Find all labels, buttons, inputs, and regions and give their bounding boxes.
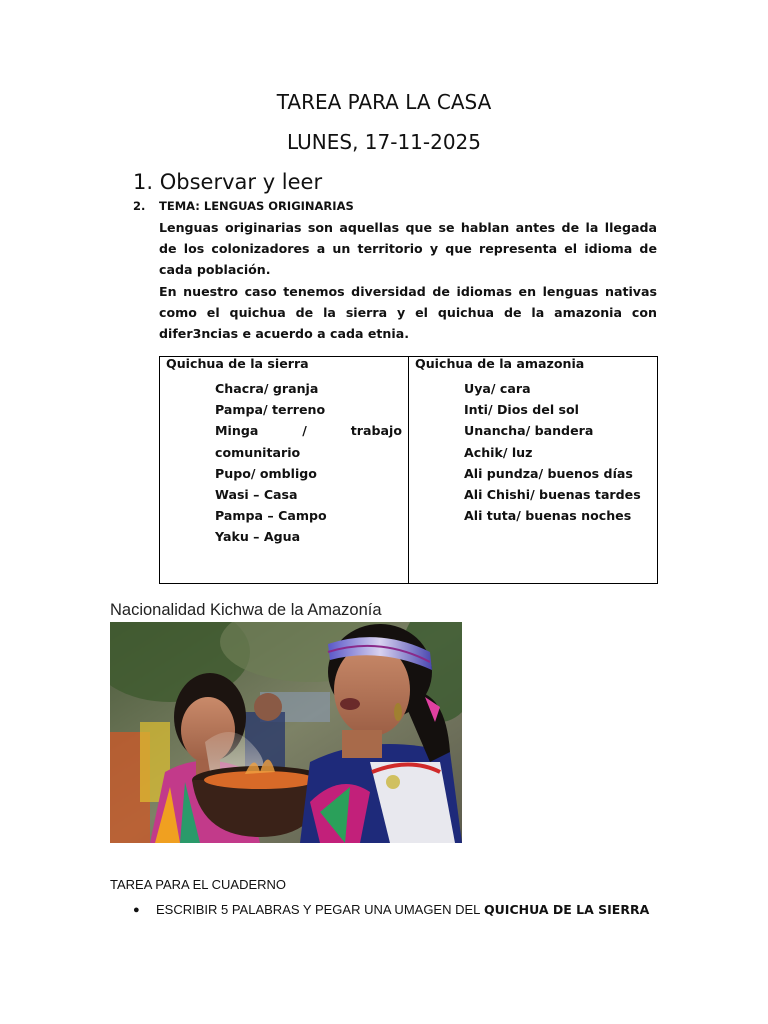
- list-item: Uya/ cara: [464, 381, 531, 396]
- list-item: Pampa – Campo: [215, 508, 327, 524]
- homework-instruction: ESCRIBIR 5 PALABRAS Y PEGAR UNA UMAGEN DEL: [156, 902, 481, 917]
- list-item: Inti/ Dios del sol: [464, 402, 579, 418]
- homework-title: TAREA PARA EL CUADERNO: [110, 877, 287, 892]
- sierra-column-header: Quichua de la sierra: [166, 356, 309, 371]
- photo-caption: Nacionalidad Kichwa de la Amazonía: [110, 601, 382, 619]
- list-item: Achik/ luz: [464, 444, 533, 460]
- homework-bullet: [133, 902, 649, 917]
- section-heading-2: [133, 199, 354, 213]
- list-item: Pupo/ ombligo: [215, 465, 317, 481]
- vocabulary-table: [159, 356, 658, 584]
- sierra-word-list: [215, 378, 408, 548]
- list-item: Ali pundza/ buenos días: [464, 465, 633, 481]
- list-item: Chacra/ granja: [215, 381, 319, 396]
- list-item: Ali tuta/ buenas noches: [464, 508, 632, 524]
- paragraph-definition: Lenguas originarias son aquellas que se hablan antes de la llegada de los colonizadores a un territorio y que representa el idioma de cada población.: [159, 220, 657, 278]
- section-text: TEMA: LENGUAS ORIGINARIAS: [159, 199, 354, 213]
- kichwa-women-photo: [110, 622, 462, 843]
- amazonia-column-header: Quichua de la amazonia: [415, 356, 585, 371]
- section-text: Observar y leer: [159, 170, 323, 194]
- sierra-column: [160, 357, 409, 584]
- list-item: Ali Chishi/ buenas tardes: [464, 487, 641, 503]
- list-item: Pampa/ terreno: [215, 402, 326, 418]
- page-date: LUNES, 17-11-2025: [286, 130, 482, 154]
- list-item: Wasi – Casa: [215, 487, 298, 503]
- amazonia-column: [409, 357, 658, 584]
- list-item: Minga / trabajo comunitario: [215, 423, 402, 460]
- amazonia-word-list: [464, 378, 657, 526]
- paragraph-diversity: En nuestro caso tenemos diversidad de idiomas en lenguas nativas como el quichua de la sierra y el quichua de la amazonia con difer3ncias e acuerdo a cada etnia.: [159, 284, 657, 342]
- page-title: TAREA PARA LA CASA: [276, 90, 492, 114]
- bullet-icon: ●: [133, 903, 140, 916]
- list-item: Unancha/ bandera: [464, 423, 594, 439]
- list-item: Yaku – Agua: [215, 529, 301, 545]
- section-heading-1: [133, 170, 322, 194]
- homework-emphasis: QUICHUA DE LA SIERRA: [484, 902, 650, 917]
- section-number: 1.: [133, 170, 154, 194]
- section-number: 2.: [133, 199, 146, 213]
